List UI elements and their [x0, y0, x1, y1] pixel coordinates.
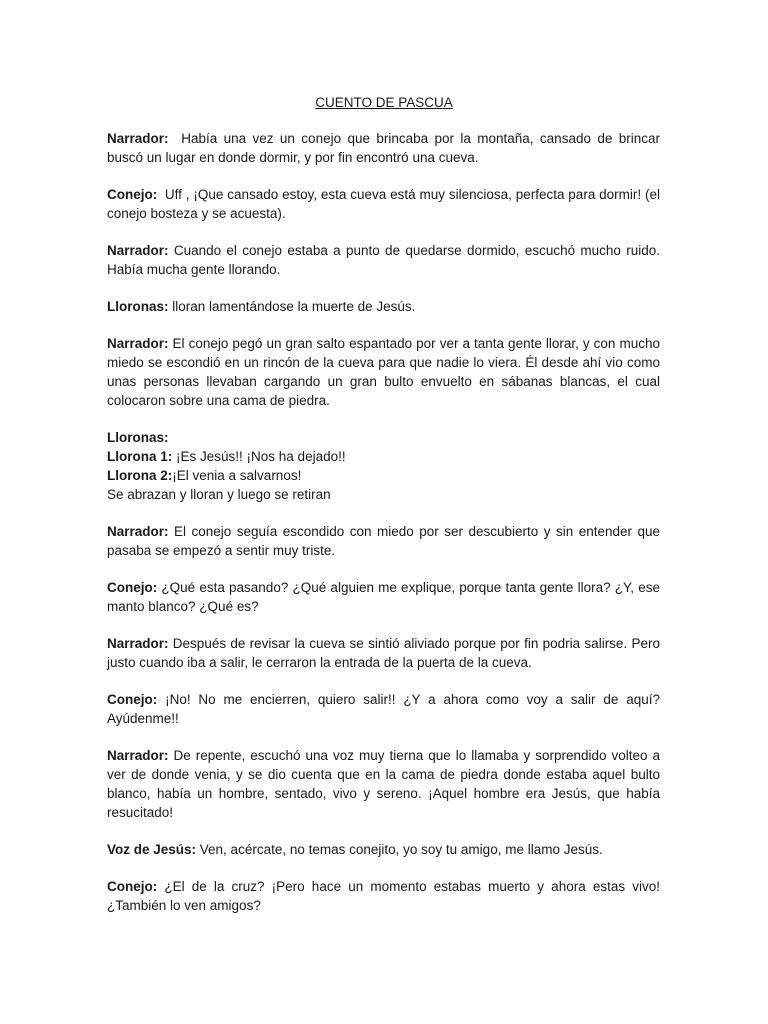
speaker-label: Narrador:	[107, 336, 169, 351]
paragraph-text: Ven, acércate, no temas conejito, yo soy tu amigo, me llamo Jesús.	[196, 842, 603, 857]
dialogue-text: ¡Es Jesús!! ¡Nos ha dejado!!	[172, 449, 346, 464]
paragraph-text: Había una vez un conejo que brincaba por la montaña, cansado de brincar buscó un lugar en donde dormir, y por fin encontró una cueva.	[107, 131, 664, 165]
paragraph-text: El conejo seguía escondido con miedo por ser descubierto y sin entender que pasaba se empezó a sentir muy triste.	[107, 524, 660, 558]
paragraph-text: ¿El de la cruz? ¡Pero hace un momento estabas muerto y ahora estas vivo! ¿También lo ven amigos?	[107, 879, 660, 913]
speaker-label: Narrador:	[107, 243, 169, 258]
speaker-label: Conejo:	[107, 692, 158, 707]
speaker-label: Voz de Jesús:	[107, 842, 197, 857]
paragraph-text: Después de revisar la cueva se sintió aliviado porque por fin podria salirse. Pero justo cuando iba a salir, le cerraron la entrada de la puerta de la cueva.	[107, 636, 660, 670]
speaker-label: Llorona 2:	[107, 468, 173, 483]
dialogue-line	[107, 466, 660, 485]
paragraph-text: Uff , ¡Que cansado estoy, esta cueva está muy silenciosa, perfecta para dormir! (el conejo bosteza y se acuesta).	[107, 187, 664, 221]
speaker-label: Conejo:	[107, 187, 158, 202]
stage-direction: Se abrazan y lloran y luego se retiran	[107, 487, 331, 502]
paragraph	[107, 334, 660, 410]
speaker-label: Conejo:	[107, 879, 158, 894]
lloronas-block	[107, 428, 660, 504]
paragraph	[107, 522, 660, 560]
paragraph	[107, 634, 660, 672]
paragraph-text: ¡No! No me encierren, quiero salir!! ¿Y a ahora como voy a salir de aquí? Ayúdenme!!	[107, 692, 660, 726]
paragraph	[107, 185, 664, 223]
speaker-label: Narrador:	[107, 524, 169, 539]
paragraph-text: ¿Qué esta pasando? ¿Qué alguien me explique, porque tanta gente llora? ¿Y, ese manto blanco? ¿Qué es?	[107, 580, 660, 614]
dialogue-line	[107, 447, 660, 466]
speaker-label: Conejo:	[107, 580, 158, 595]
speaker-label: Narrador:	[107, 636, 169, 651]
paragraph	[107, 690, 660, 728]
speaker-label: Narrador:	[107, 131, 169, 146]
paragraph-text: El conejo pegó un gran salto espantado por ver a tanta gente llorar, y con mucho miedo se escondió en un rincón de la cueva para que nadie lo viera. Él desde ahí vio como unas personas llevaban cargando un gran bulto envuelto en sábanas blancas, el cual colocaron sobre una cama de piedra.	[107, 336, 660, 408]
document-title: CUENTO DE PASCUA	[315, 95, 453, 110]
speaker-label: Lloronas:	[107, 299, 169, 314]
paragraph	[107, 877, 660, 915]
paragraph	[107, 129, 664, 167]
lloronas-heading: Lloronas:	[107, 430, 169, 445]
dialogue-text: ¡El venia a salvarnos!	[172, 468, 302, 483]
paragraph-text: Cuando el conejo estaba a punto de quedarse dormido, escuchó mucho ruido. Había mucha gente llorando.	[107, 243, 660, 277]
paragraph-text: lloran lamentándose la muerte de Jesús.	[168, 299, 416, 314]
paragraph	[107, 241, 660, 279]
speaker-label: Llorona 1:	[107, 449, 173, 464]
document-body	[107, 129, 664, 933]
speaker-label: Narrador:	[107, 748, 169, 763]
paragraph-text: De repente, escuchó una voz muy tierna que lo llamaba y sorprendido volteo a ver de donde venia, y se dio cuenta que en la cama de piedra donde estaba aquel bulto blanco, había un hombre, sentado, vivo y sereno. ¡Aquel hombre era Jesús, que había resucitado!	[107, 748, 660, 820]
paragraph	[107, 297, 660, 316]
paragraph	[107, 840, 660, 859]
paragraph	[107, 746, 660, 822]
paragraph	[107, 578, 660, 616]
